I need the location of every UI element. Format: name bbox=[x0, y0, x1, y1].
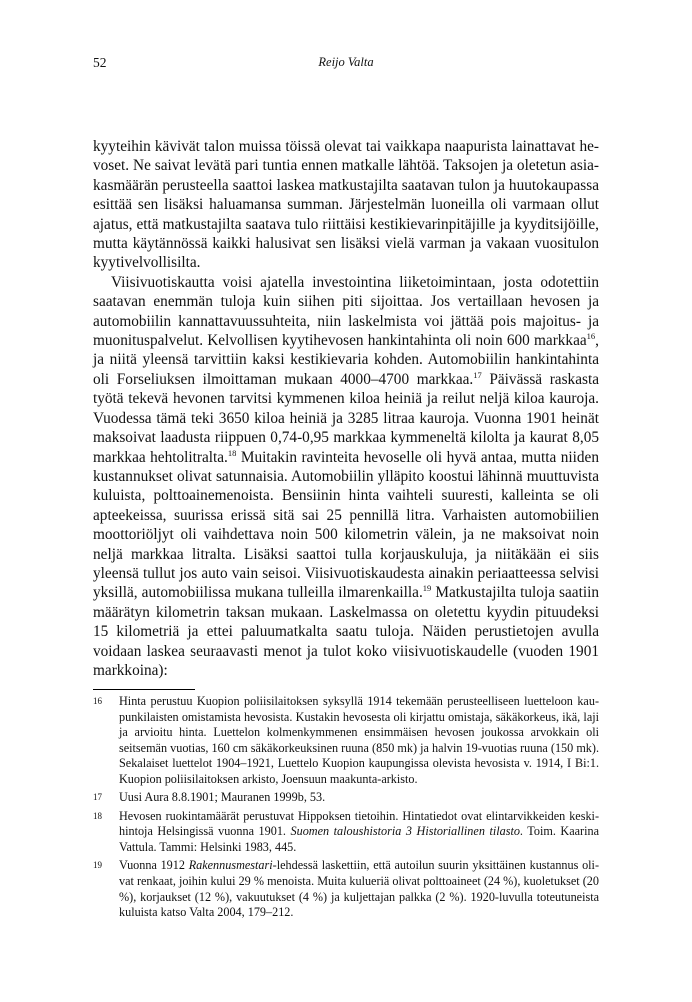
paragraph-2-text-d: Muitakin ravinteita hevoselle oli hyvä antaa, mutta niiden kustannukset olivat satunnaisia. Automobiilin ylläpito koostui lähinnä muuttuvista kuluista, polttoainemenoista. Bensiinin hinta vaihteli suuresti, kalleinta se oli apteekeissa, suurissa erissä sitä sai 25 pennillä litra. Varhaisten automobiilien moottoriöljyt oli vaihdettava noin 500 kilometrin välein, ja ne maksoivat noin neljä markkaa litralta. Lisäksi saattoi tulla korjauskuluja, ja niitäkään ei siis yleensä tullut jos auto vain seisoi. Viisivuotiskaudesta ainakin periaatteessa selvisi yksillä, automobiilissa mukana tulleilla ilmarenkailla. bbox=[93, 448, 599, 602]
paragraph-2-text-c: Päivässä raskasta työtä tekevä hevonen tarvitsi kymmenen kiloa heiniä ja reilut neljä kiloa kauroja. Vuodessa tämä teki 3650 kiloa heiniä ja 3285 litraa kauroja. Vuonna 1901 heinät maksoivat laadusta riippuen 0,74-0,95 markkaa kymmeneltä kilolta ja kaurat 8,05 markkaa hehtolitralta. bbox=[93, 370, 599, 466]
footnote-book-title: Suomen taloushistoria 3 Historiallinen tilasto bbox=[290, 824, 520, 839]
footnote-19 bbox=[93, 858, 599, 920]
footnote-text-start: Vuonna 1912 bbox=[119, 858, 189, 873]
main-text bbox=[93, 137, 599, 680]
footnote-separator bbox=[93, 689, 195, 690]
footnote-number: 16 bbox=[93, 696, 102, 706]
running-title: Reijo Valta bbox=[318, 55, 374, 69]
footnote-journal-title: Rakennusmestari bbox=[188, 858, 273, 873]
footnote-ref-16[interactable]: 16 bbox=[586, 331, 596, 342]
footnotes bbox=[93, 694, 599, 924]
footnote-text: Uusi Aura 8.8.1901; Mauranen 1999b, 53. bbox=[119, 790, 326, 805]
paragraph-2-text-b: , ja niitä yleensä tarvittiin kaksi kestikievaria kohden. Automobiilin hankintahinta oli Forseliuksen ilmoittaman mukaan 4000–4700 markkaa. bbox=[93, 332, 599, 388]
paragraph-1: kyyteihin kävivät talon muissa töissä olevat tai vaikkapa naapurista lainattavat hevoset. Ne saivat levätä pari tuntia ennen matkalle lähtöä. Taksojen ja oletetun asiakasmäärän perusteella saattoi laskea matkustajilta saatavan tulon ja huutokaupassa esittää sen lisäksi haluamansa summan. Järjestelmän luoneilla oli varmaan ollut ajatus, että matkustajilta saatava tulo riittäisi kestikievarinpitäjille ja kyyditsijöille, mutta käytännössä kaikki halusivat sen lisäksi vielä varman ja vakaan vuositulon kyytivelvollisilta. bbox=[93, 138, 599, 272]
footnote-ref-18[interactable]: 18 bbox=[227, 447, 237, 458]
footnote-number: 17 bbox=[93, 792, 102, 803]
paragraph-2 bbox=[93, 273, 599, 681]
footnote-16 bbox=[93, 694, 599, 787]
footnote-text-end: . Toim. Kaarina Vattula. Tammi: Helsinki 1983, 445. bbox=[119, 824, 599, 854]
paragraph-2-text-a: Viisivuotiskautta voisi ajatella investointina liiketoimintaan, josta odotettiin saatavan enemmän tuloja kuin siihen piti sijoittaa. Jos vertaillaan hevosen ja automobiilin kannattavuussuhteita, niin laskelmista voi jättää pois majoitus- ja muonituspalvelut. Kelvollisen kyytihevosen hankintahinta oli noin 600 markkaa bbox=[93, 273, 599, 350]
footnote-ref-17[interactable]: 17 bbox=[473, 369, 482, 380]
page-number: 52 bbox=[93, 55, 107, 70]
footnote-number: 19 bbox=[93, 860, 102, 871]
footnote-ref-19[interactable]: 19 bbox=[422, 583, 432, 594]
footnote-18 bbox=[93, 809, 599, 856]
footnote-text: Hinta perustuu Kuopion poliisilaitoksen syksyllä 1914 tekemään perusteelliseen luetteloon kaupunkilaisten omistamista hevosista. Kustakin hevosesta oli kirjattu omistaja, säkäkorkeus, ikä, laji ja arvioitu hinta. Luettelon kolmenkymmenen ensimmäisen hevosen joukossa arvokkain oli seitsemän vuotias, 160 cm säkäkorkeuksinen ruuna (850 mk) ja halvin 19-vuotias ruuna (150 mk). Sekalaiset luettelot 1904–1921, Luettelo Kuopion kaupungissa olevista hevosista v. 1914, I Bi:1. Kuopion poliisilaitoksen arkisto, Joensuun maakunta-arkisto. bbox=[119, 694, 599, 786]
footnote-number: 18 bbox=[93, 810, 102, 821]
running-head bbox=[93, 55, 599, 73]
footnote-text-end: -lehdessä laskettiin, että autoilun suurin yksittäinen kustannus olivat renkaat, joihin kului 29 % menoista. Muita kulueriä olivat polttoaineet (24 %), kuoletukset (20 %), korjaukset (12 %), vakuutukset (4 %) ja kuljettajan palkka (2 %). 1920-luvulla toteutuneista kuluista katso Valta 2004, 179–212. bbox=[119, 858, 600, 920]
paragraph-2-text-e: Matkustajilta tuloja saatiin määrätyn kilometrin taksan mukaan. Laskelmassa on oletettu kyydin pituudeksi 15 kilometriä ja ettei paluumatkalta saatu tuloja. Näiden perustietojen avulla voidaan laskea seuraavasti menot ja tulot koko viisivuotiskaudelle (vuoden 1901 markkoina): bbox=[93, 584, 599, 679]
footnote-17 bbox=[93, 790, 599, 806]
footnote-text-start: Hevosen ruokintamäärät perustuvat Hippoksen tietoihin. Hintatiedot ovat elintarvikkeiden keskihintoja Helsingissä vuonna 1901. bbox=[119, 808, 599, 839]
